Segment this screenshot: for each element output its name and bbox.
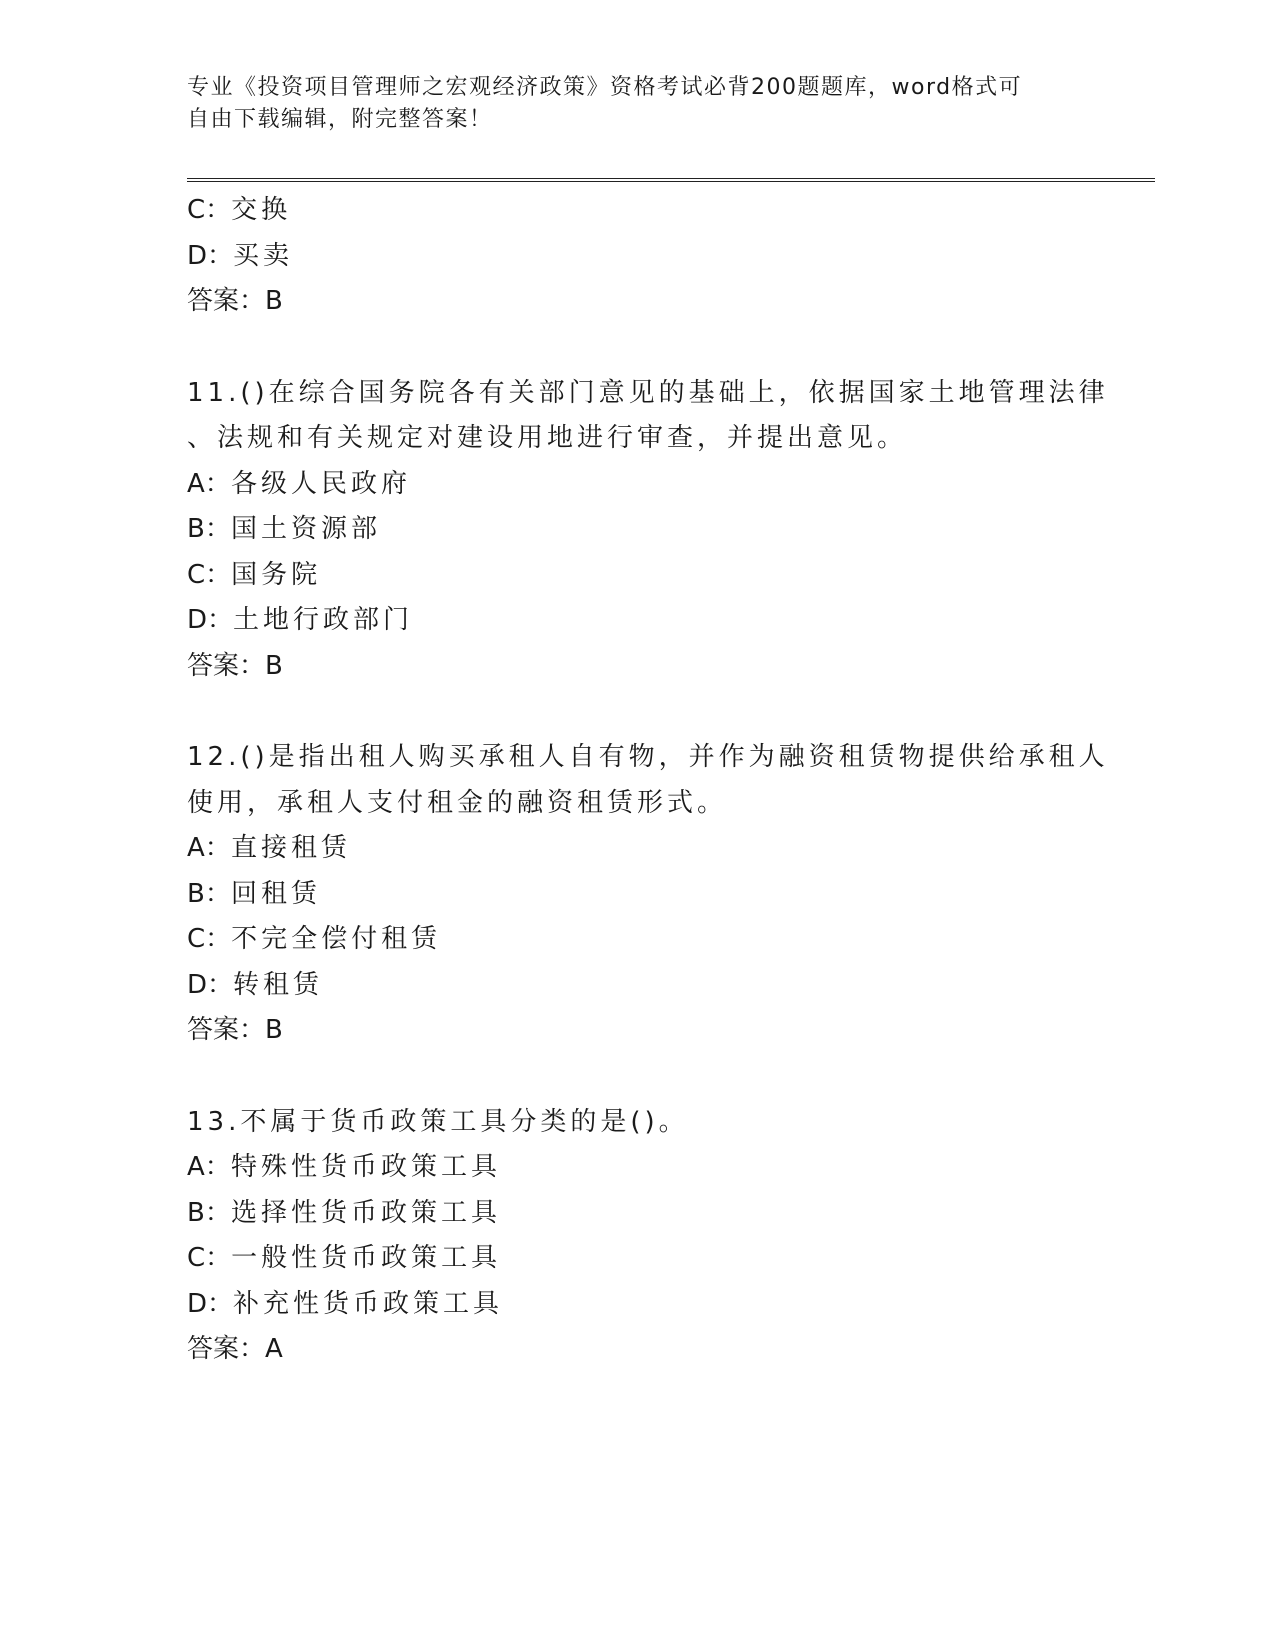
question-content [187,188,1109,1373]
option-letter: A： [187,468,231,499]
option-letter: C： [187,924,232,954]
header-divider [187,178,1155,182]
option-text: 国土资源部 [231,514,382,544]
option-a [187,462,1087,508]
option-letter: A： [187,833,231,863]
header-line-2: 自由下载编辑，附完整答案！ [187,107,493,132]
option-text: 买卖 [233,240,294,271]
option-c [187,917,1087,963]
option-d [187,963,1087,1009]
option-letter: C： [187,1243,232,1273]
option-letter: C： [187,195,232,225]
option-d [187,598,1087,644]
option-letter: B： [187,878,231,909]
question-13 [187,1100,1087,1373]
option-letter: D： [187,969,234,1000]
option-letter: D： [187,240,234,271]
option-letter: D： [187,605,234,635]
option-a [187,1145,1087,1191]
option-text: 选择性货币政策工具 [231,1197,502,1228]
option-text: 补充性货币政策工具 [233,1288,504,1319]
option-c [187,553,1087,599]
option-text: 回租赁 [231,878,322,909]
question-12 [187,735,1109,1054]
option-letter: A： [187,1152,231,1182]
option-b [187,1191,1087,1237]
spacer [187,689,1087,735]
option-text: 直接租赁 [231,833,352,863]
answer-line: 答案：B [187,286,283,316]
header-line-1: 专业《投资项目管理师之宏观经济政策》资格考试必背200题题库，word格式可 [187,75,1023,100]
question-11 [187,371,1109,690]
option-text: 土地行政部门 [233,605,414,635]
option-b [187,507,1087,553]
option-a [187,826,1087,872]
question-text-line: 11.()在综合国务院各有关部门意见的基础上，依据国家土地管理法律 [187,377,1109,408]
previous-question-tail [187,188,1087,325]
option-d [187,234,1087,280]
option-d [187,1282,1087,1328]
option-b [187,872,1087,918]
option-text: 国务院 [231,559,322,590]
page-header [187,72,1087,136]
question-text-line: 、法规和有关规定对建设用地进行审查，并提出意见。 [187,423,908,453]
option-text: 转租赁 [233,969,324,1000]
option-c [187,1236,1087,1282]
question-text-line: 13.不属于货币政策工具分类的是()。 [187,1106,689,1137]
option-letter: B： [187,1197,231,1228]
option-text: 一般性货币政策工具 [231,1243,502,1273]
option-text: 交换 [231,195,292,225]
option-letter: C： [187,559,232,590]
answer-line: 答案：A [187,1334,283,1364]
option-c [187,188,1087,234]
spacer [187,325,1087,371]
question-text-line: 12.()是指出租人购买承租人自有物，并作为融资租赁物提供给承租人 [187,742,1109,772]
spacer [187,1054,1087,1100]
question-text-line: 使用，承租人支付租金的融资租赁形式。 [187,787,728,818]
option-text: 各级人民政府 [231,468,412,499]
option-letter: D： [187,1288,234,1319]
option-text: 特殊性货币政策工具 [231,1152,502,1182]
option-letter: B： [187,514,231,544]
option-text: 不完全偿付租赁 [231,924,442,954]
answer-line: 答案：B [187,650,283,681]
answer-line: 答案：B [187,1015,283,1045]
